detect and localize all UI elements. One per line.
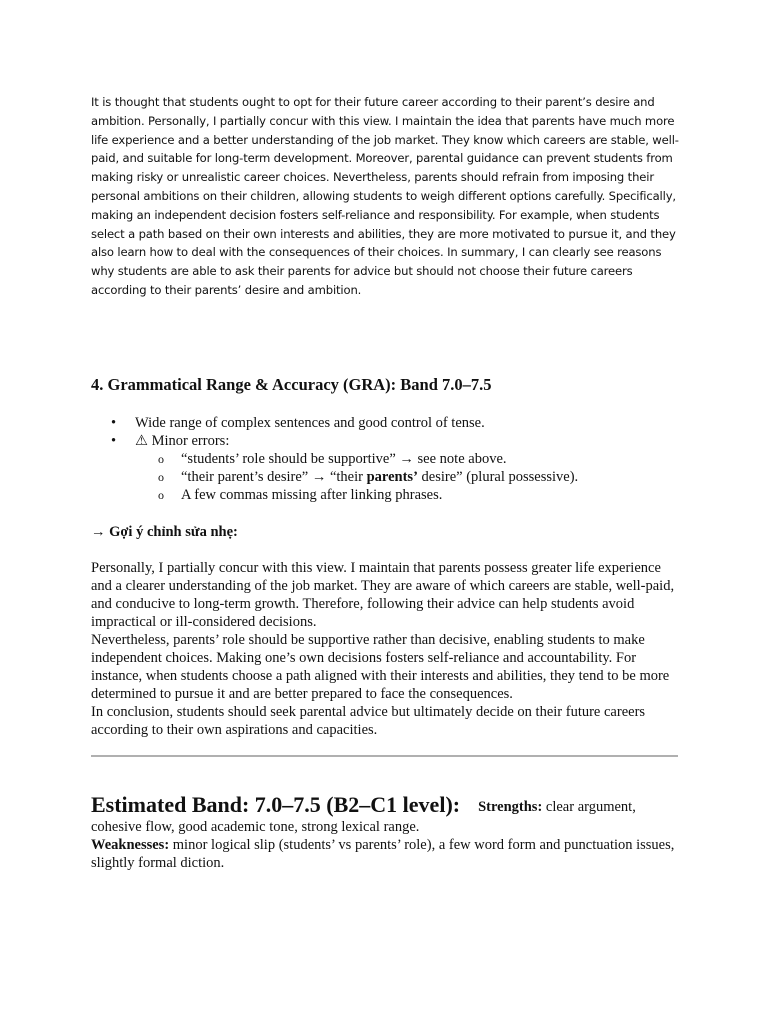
sub-bullet-marker: o (158, 488, 164, 502)
list-item-text: see note above. (417, 451, 507, 467)
sub-bullet-marker: o (158, 470, 164, 484)
arrow-icon: → (91, 524, 106, 540)
weaknesses-label: Weaknesses: (91, 837, 170, 853)
list-item (91, 414, 681, 432)
strengths-continued: cohesive flow, good academic tone, strong lexical range. (91, 819, 420, 835)
revised-paragraph: Nevertheless, parents’ role should be supportive rather than decisive, enabling students to make independent choices. Making one’s own decisions fosters self-reliance and accountability. For instance, when students choose a path aligned with their interests and abilities, they tend to be more determined to pursue it and are better prepared to face the consequences. (91, 632, 670, 702)
band-title: Estimated Band: 7.0–7.5 (B2–C1 level): (91, 792, 461, 817)
gra-bullet-list (91, 414, 681, 504)
strengths-label: Strengths: (478, 799, 543, 815)
quoted-phrase: “their parent’s desire” (181, 469, 309, 485)
weaknesses-line (91, 836, 681, 872)
correction-pre: “their (329, 469, 367, 485)
correction-post: desire” (plural possessive). (417, 469, 579, 485)
sub-list-item (91, 468, 681, 486)
quoted-phrase: “students’ role should be supportive” (181, 451, 396, 467)
essay-paragraph: It is thought that students ought to opt for their future career according to their parent’s desire and ambition. Personally, I partially concur with this view. I maintain the idea that parents have much more life experience and a better understanding of the job market. They know which careers are stable, well-paid, and suitable for long-term development. Moreover, parental guidance can prevent students from making risky or unrealistic career choices. Nevertheless, parents should refrain from imposing their personal ambitions on their children, allowing students to weigh different options carefully. Specifically, making an independent decision fosters self-reliance and responsibility. For example, when students select a path based on their own interests and abilities, they are more motivated to pursue it, and they also learn how to deal with the consequences of their choices. In summary, I can clearly see reasons why students are able to ask their parents for advice but should not choose their future careers according to their parents’ desire and ambition. (91, 95, 679, 297)
arrow-icon: → (399, 451, 414, 467)
sub-list-item (91, 486, 681, 504)
arrow-icon: → (311, 469, 327, 485)
correction-bold: parents’ (366, 469, 418, 485)
band-summary (91, 792, 681, 872)
weaknesses-text: minor logical slip (students’ vs parents’ role), a few word form and punctuation issues, slightly formal diction. (91, 837, 675, 871)
sub-bullet-marker: o (158, 452, 164, 466)
sub-list-item (91, 450, 681, 468)
bullet-marker: • (111, 415, 117, 431)
bullet-marker: • (111, 433, 117, 449)
revised-essay (91, 559, 681, 739)
list-item-text: Wide range of complex sentences and good control of tense. (135, 415, 485, 431)
list-item-text: Minor errors: (151, 433, 230, 449)
list-item-text: A few commas missing after linking phrases. (181, 487, 443, 503)
revised-paragraph: In conclusion, students should seek parental advice but ultimately decide on their future careers according to their own aspirations and capacities. (91, 704, 646, 738)
strengths-text: clear argument, (545, 799, 636, 815)
gra-heading: 4. Grammatical Range & Accuracy (GRA): Band 7.0–7.5 (91, 375, 492, 394)
revision-hint-label (91, 523, 238, 541)
revised-paragraph: Personally, I partially concur with this view. I maintain that parents possess greater life experience and a clearer understanding of the job market. They are aware of which careers are stable, well-paid, and conducive to long-term growth. Therefore, following their advice can help students avoid impractical or ill-considered decisions. (91, 560, 675, 630)
horizontal-divider (91, 755, 678, 757)
warning-icon: ⚠ (135, 433, 148, 449)
hint-text: Gợi ý chỉnh sửa nhẹ: (109, 524, 238, 540)
list-item (91, 432, 681, 450)
